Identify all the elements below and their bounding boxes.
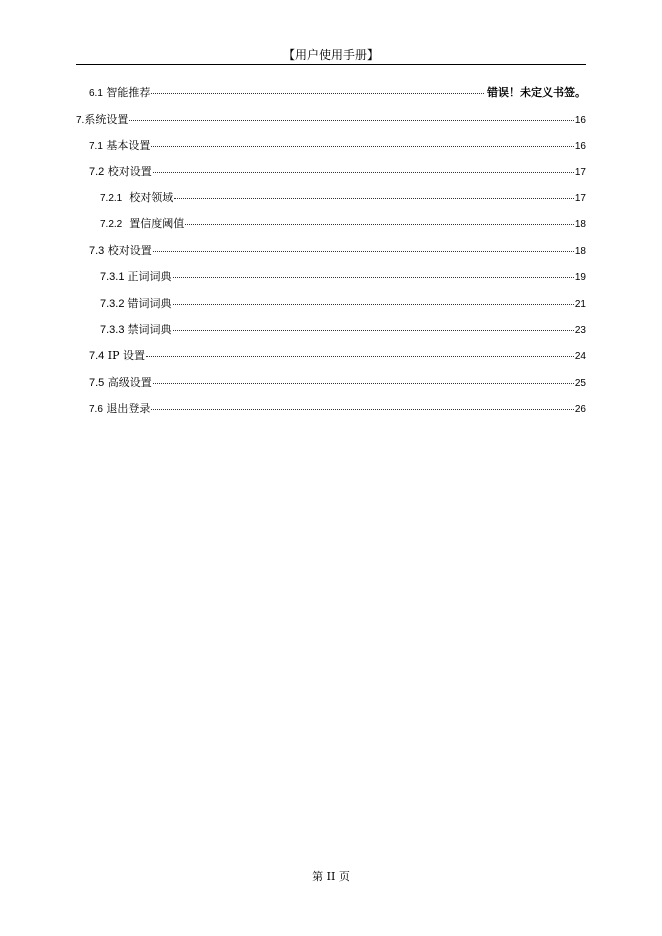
- toc-entry-page: 16: [574, 115, 586, 126]
- toc-entry-number: 6.1: [89, 88, 103, 99]
- toc-entry-number: 7.1: [89, 141, 103, 152]
- dot-leader: [151, 146, 573, 147]
- dot-leader: [146, 356, 574, 357]
- toc-entry-number: 7.5: [89, 377, 105, 389]
- toc-entry-title: 错词词典: [127, 297, 172, 310]
- dot-leader: [173, 330, 574, 331]
- dot-leader: [174, 198, 574, 199]
- toc-entry-page: 18: [574, 246, 586, 257]
- toc-entry-number: 7.3.3: [100, 324, 125, 336]
- dot-leader: [153, 251, 574, 252]
- toc-entry-number: 7.4: [89, 350, 105, 362]
- toc-entry-page: 错误！未定义书签。: [487, 86, 586, 99]
- toc-entry-7-2[interactable]: [89, 163, 586, 179]
- dot-leader: [129, 120, 574, 121]
- toc-entry-7-3[interactable]: [89, 242, 586, 258]
- toc-entry-page: 18: [574, 219, 586, 230]
- page-header: 【用户使用手册】: [282, 48, 379, 62]
- toc-entry-page: 17: [574, 167, 586, 178]
- toc-entry-page: 23: [574, 325, 586, 336]
- header-rule: [76, 64, 586, 65]
- toc-entry-number: 7.3.2: [100, 298, 125, 310]
- dot-leader: [153, 172, 574, 173]
- toc-entry-title: 禁词词典: [127, 323, 172, 336]
- toc-entry-number: 7.2.2: [100, 219, 123, 230]
- dot-leader: [153, 383, 574, 384]
- toc-entry-title: 高级设置: [107, 376, 152, 389]
- toc-entry-number: 7.: [76, 115, 85, 126]
- toc-entry-page: 19: [574, 272, 586, 283]
- toc-entry-title: 校对设置: [107, 165, 152, 178]
- toc-entry-7-6[interactable]: [89, 400, 586, 416]
- toc-entry-7[interactable]: [76, 111, 586, 127]
- toc-entry-7-2-2[interactable]: [100, 215, 586, 231]
- toc-entry-page: 21: [574, 299, 586, 310]
- toc-entry-number: 7.2.1: [100, 193, 123, 204]
- toc-entry-title: 置信度阈值: [129, 217, 185, 230]
- toc-entry-7-2-1[interactable]: [100, 189, 586, 205]
- toc-entry-title: 智能推荐: [106, 86, 151, 99]
- toc-entry-page: 24: [574, 351, 586, 362]
- dot-leader: [185, 224, 574, 225]
- toc-entry-number: 7.6: [89, 404, 103, 415]
- toc-entry-title: IP 设置: [107, 349, 146, 362]
- toc-entry-number: 7.3: [89, 245, 105, 257]
- dot-leader: [151, 409, 573, 410]
- dot-leader: [173, 277, 574, 278]
- toc-entry-7-3-1[interactable]: [100, 268, 586, 284]
- toc-entry-page: 16: [574, 141, 586, 152]
- toc-entry-title: 正词词典: [127, 270, 172, 283]
- toc-entry-7-4[interactable]: [89, 347, 586, 363]
- toc-entry-7-3-2[interactable]: [100, 295, 586, 311]
- toc-entry-title: 校对设置: [107, 244, 152, 257]
- toc-entry-page: 26: [574, 404, 586, 415]
- page-footer: 第 II 页: [312, 870, 350, 883]
- toc-entry-title: 校对领域: [129, 191, 174, 204]
- toc-entry-6-1[interactable]: [89, 84, 586, 100]
- toc-entry-7-3-3[interactable]: [100, 321, 586, 337]
- dot-leader: [151, 93, 484, 94]
- toc-entry-number: 7.3.1: [100, 271, 125, 283]
- toc-entry-7-1[interactable]: [89, 137, 586, 153]
- toc-entry-number: 7.2: [89, 166, 105, 178]
- toc-entry-title: 系统设置: [84, 113, 129, 126]
- toc-entry-page: 25: [574, 378, 586, 389]
- toc-entry-title: 退出登录: [106, 402, 151, 415]
- dot-leader: [173, 304, 574, 305]
- toc-entry-page: 17: [574, 193, 586, 204]
- toc-entry-title: 基本设置: [106, 139, 151, 152]
- toc-entry-7-5[interactable]: [89, 374, 586, 390]
